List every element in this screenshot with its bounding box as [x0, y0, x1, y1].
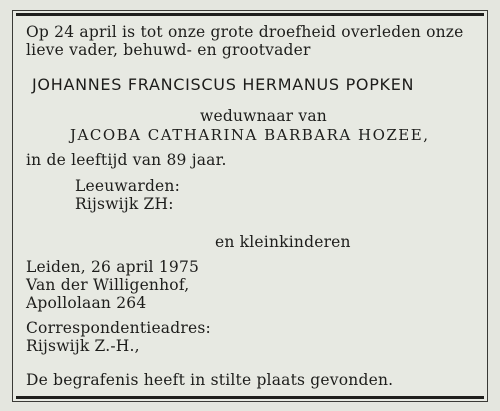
- age-line: in de leeftijd van 89 jaar.: [26, 151, 227, 169]
- deceased-name: JOHANNES FRANCISCUS HERMANUS POPKEN: [32, 75, 415, 94]
- address-line-1: Van der Willigenhof,: [26, 276, 190, 294]
- bottom-rule: [16, 396, 484, 399]
- address-line-2: Apollolaan 264: [26, 294, 147, 312]
- funeral-note: De begrafenis heeft in stilte plaats gevonden.: [26, 371, 394, 389]
- spouse-name: JACOBA CATHARINA BARBARA HOZEE,: [70, 126, 430, 144]
- date-place: Leiden, 26 april 1975: [26, 258, 200, 276]
- grandchildren: en kleinkinderen: [215, 233, 351, 251]
- place-leeuwarden: Leeuwarden:: [75, 177, 181, 195]
- widower-of: weduwnaar van: [200, 107, 327, 125]
- intro-line-1: Op 24 april is tot onze grote droefheid overleden onze: [26, 23, 464, 41]
- death-notice: [12, 10, 488, 402]
- intro-line-2: lieve vader, behuwd- en grootvader: [26, 41, 311, 59]
- top-rule: [16, 13, 484, 16]
- place-rijswijk: Rijswijk ZH:: [75, 195, 174, 213]
- correspondence-city: Rijswijk Z.-H.,: [26, 337, 140, 355]
- correspondence-label: Correspondentieadres:: [26, 319, 211, 337]
